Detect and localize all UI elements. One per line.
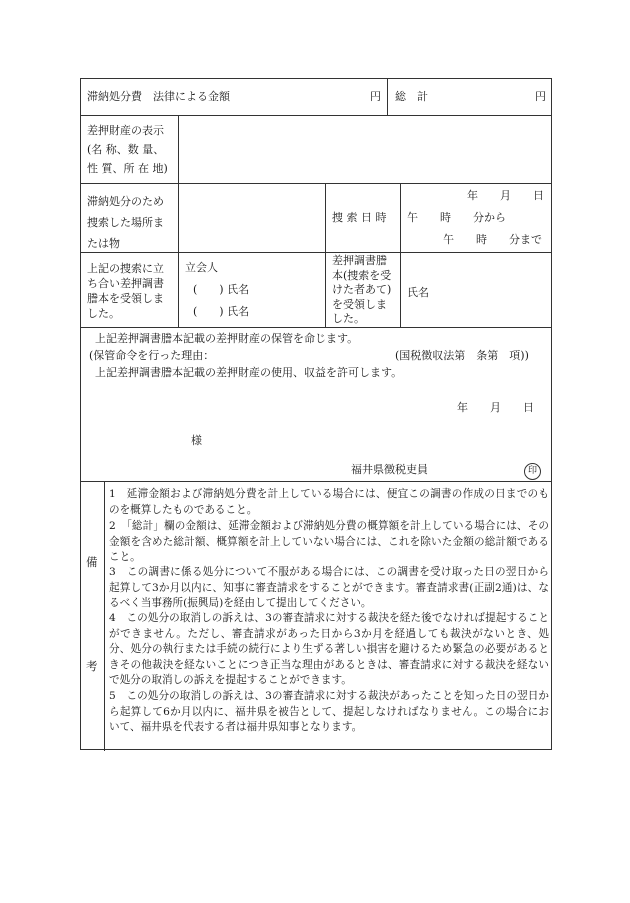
use-permission-text: 上記差押調書謄本記載の差押財産の使用、収益を許可します。 <box>95 366 403 379</box>
seizure-record-form <box>80 78 552 750</box>
yen-unit: 円 <box>370 90 381 103</box>
remark-note: 2 「総計」欄の金額は、延滞金額および滞納処分費の概算額を計上している場合には、その金額を含めた総計額、概算額を計上していない場合には、これを除いた金額の総計額であること。 <box>109 520 549 564</box>
remark-note: 3 この調書に係る処分について不服がある場合には、この調書を受け取った日の翌日から起算して3か月以内に、知事に審査請求をすることができます。審査請求書(正副2通)は、なるべく当事務所(振興局)を経由して提出してください。 <box>109 566 549 610</box>
honorific-sama: 様 <box>191 434 202 447</box>
row-divider <box>81 327 551 328</box>
remark-note: 5 この処分の取消しの訴えは、3の審査請求に対する裁決があったことを知った日の翌日から起算して6か月以内に、福井県を被告として、提起しなければなりません。この場合において、福井県を代表する者は福井県知事となります。 <box>109 690 549 734</box>
remark-note: 4 この処分の取消しの訴えは、3の審査請求に対する裁決を経た後でなければ提起することができません。ただし、審査請求があった日から3か月を経過しても裁決がないとき、処分、処分の執行または手続の続行により生ずる著しい損害を避けるため緊急の必要があるときその他裁決を経ないことにつき正当な理由があるときは、審査請求に対する裁決を経ないで処分の取消しの訴えを提起することができます。 <box>109 612 549 687</box>
witness-name-field: ( ) 氏名 <box>193 283 250 296</box>
recipient-receipt-label: 差押調書謄 本(捜索を受 けた者あて) を受領しま した。 <box>332 254 392 325</box>
witness-receipt-label: 上記の捜索に立 ち合い差押調書 謄本を受領しま した。 <box>87 262 164 320</box>
remarks-label: 備 <box>86 555 98 569</box>
search-time-from: 午 時 分から <box>407 211 506 224</box>
tax-law-reference: (国税徴収法第 条第 項)) <box>395 349 529 362</box>
witness-title: 立会人 <box>185 261 218 274</box>
remarks-label: 考 <box>86 659 98 673</box>
col-divider <box>104 481 105 751</box>
search-place-label: 滞納処分のため 捜索した場所ま たは物 <box>87 195 164 250</box>
storage-reason-label: (保管命令を行った理由： <box>89 349 215 362</box>
recipient-name-field: 氏名 <box>407 286 429 299</box>
witness-name-field: ( ) 氏名 <box>193 305 250 318</box>
row-divider <box>81 481 551 482</box>
arrears-amount-label: 滞納処分費 法律による金額 <box>87 90 230 103</box>
search-time-to: 午 時 分まで <box>443 233 542 246</box>
search-date: 年 月 日 <box>467 189 544 202</box>
remark-note: 1 延滞金額および滞納処分費を計上している場合には、便宜この調書の作成の日までのものを概算したものであること。 <box>109 488 549 516</box>
tax-official-label: 福井県徴税吏員 <box>351 463 428 476</box>
order-date: 年 月 日 <box>457 401 534 414</box>
search-datetime-label: 捜 索 日 時 <box>332 211 387 224</box>
col-divider <box>325 183 326 327</box>
seal-mark: 印 <box>524 463 541 480</box>
col-divider <box>400 183 401 327</box>
seized-property-label: 差押財産の表示 (名 称、数 量、 性 質、所 在 地) <box>87 124 168 175</box>
row-divider <box>81 115 551 116</box>
row-divider <box>81 183 551 184</box>
yen-unit: 円 <box>535 90 546 103</box>
col-divider <box>387 79 388 115</box>
total-label: 総 計 <box>395 90 428 103</box>
storage-order-text: 上記差押調書謄本記載の差押財産の保管を命じます。 <box>95 332 359 345</box>
col-divider <box>178 115 179 327</box>
